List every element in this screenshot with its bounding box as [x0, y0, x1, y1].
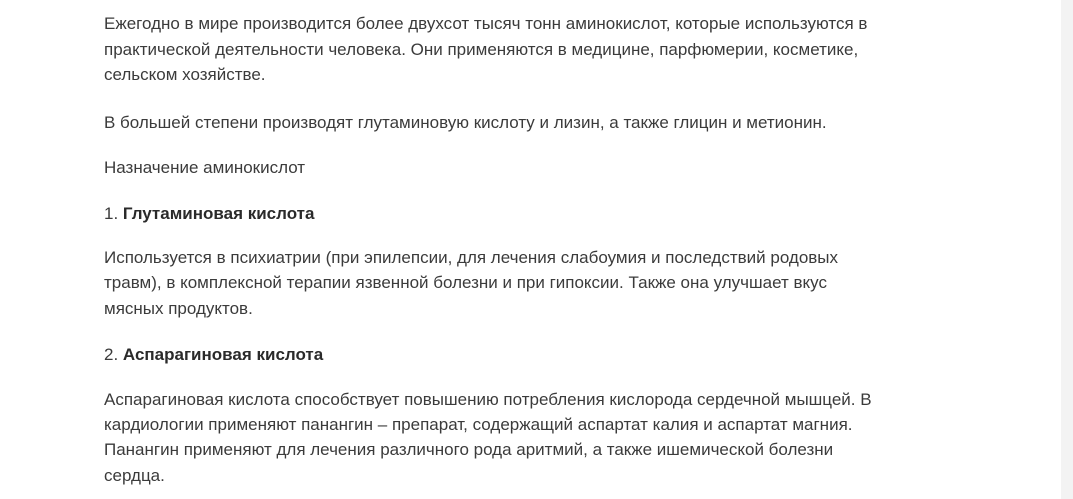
paragraph-production-line-3: сельском хозяйстве.	[104, 65, 266, 84]
paragraph-purpose-heading: Назначение аминокислот	[104, 158, 306, 177]
section-title: Глутаминовая кислота	[122, 204, 315, 223]
section-heading-glutamic	[104, 203, 314, 225]
paragraph-glutamic-line-1: Используется в психиатрии (при эпилепсии, для лечения слабоумия и последствий родовых	[104, 248, 839, 267]
paragraph-aspartic-line-4: сердца.	[104, 466, 165, 485]
section-number: 1.	[104, 204, 123, 223]
section-heading-aspartic	[104, 344, 323, 366]
paragraph-aspartic-line-1: Аспарагиновая кислота способствует повышению потребления кислорода сердечной мышцей. В	[104, 390, 872, 409]
paragraph-aspartic-line-3: Панангин применяют для лечения различного рода аритмий, а также ишемической болезни	[104, 440, 834, 459]
paragraph-aspartic-line-2: кардиологии применяют панангин – препарат, содержащий аспартат калия и аспартат магния.	[104, 415, 853, 434]
section-title: Аспарагиновая кислота	[122, 345, 324, 364]
scrollbar-track[interactable]	[1061, 0, 1073, 499]
paragraph-glutamic-line-3: мясных продуктов.	[104, 299, 253, 318]
paragraph-production-line-2: практической деятельности человека. Они применяются в медицине, парфюмерии, косметике,	[104, 40, 859, 59]
paragraph-main-products: В большей степени производят глутаминовую кислоту и лизин, а также глицин и метионин.	[104, 113, 827, 132]
paragraph-glutamic-line-2: травм), в комплексной терапии язвенной болезни и при гипоксии. Также она улучшает вкус	[104, 273, 827, 292]
paragraph-production-line-1: Ежегодно в мире производится более двухсот тысяч тонн аминокислот, которые используются в	[104, 14, 868, 33]
section-number: 2.	[104, 345, 123, 364]
